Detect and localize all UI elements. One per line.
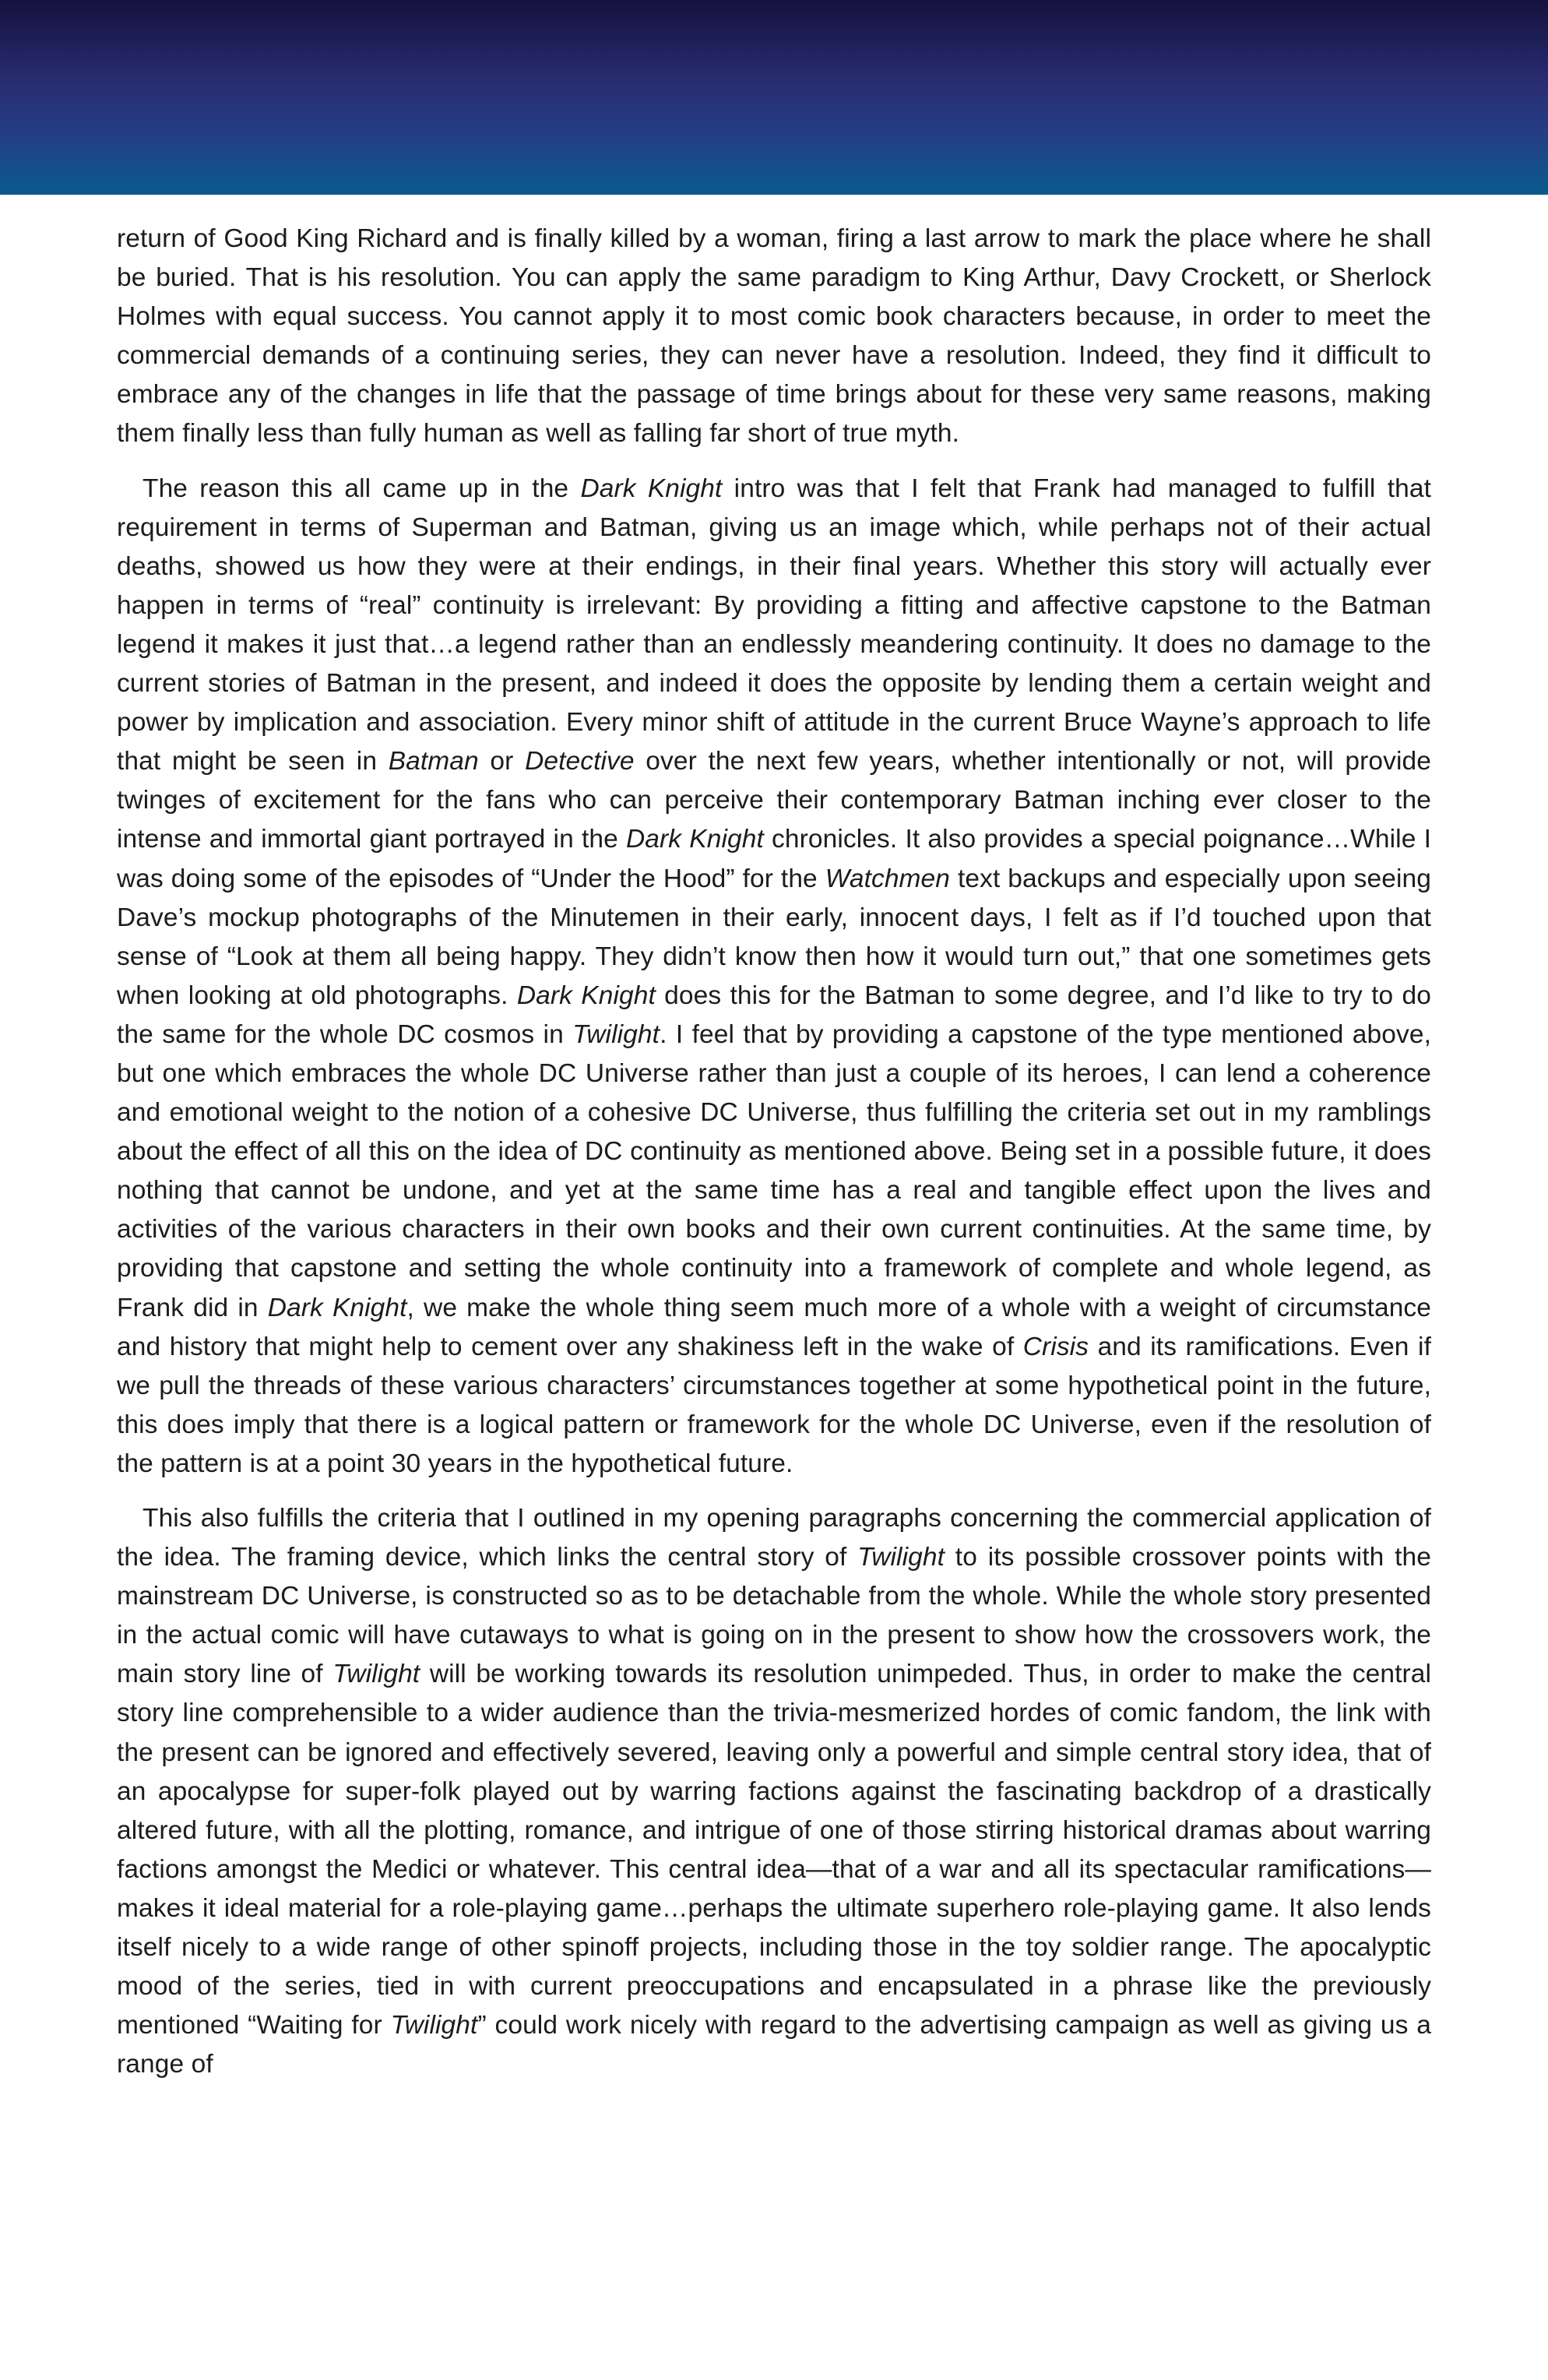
paragraph: [117, 220, 1431, 454]
italic-title: Batman: [388, 747, 479, 776]
italic-title: Dark Knight: [516, 981, 656, 1010]
text-run: or: [478, 747, 526, 776]
text-run: over the next few years, whether intentionally or not, will provide twinges of excitement for the fans who can perceive their contemporary Batman inching ever closer to the intense and immortal giant portrayed in the: [117, 747, 1431, 854]
header-band: [0, 0, 1548, 195]
italic-title: Crisis: [1022, 1332, 1089, 1361]
text-run: and its ramifications. Even if we pull the threads of these various characters’ circumstances together at some hypothetical point in the future, this does imply that there is a logical pattern or framework for the whole DC Universe, even if the resolution of the pattern is at a point 30 years in the hypothetical future.: [117, 1332, 1431, 1478]
text-run: . I feel that by providing a capstone of the type mentioned above, but one which embraces the whole DC Universe rather than just a couple of its heroes, I can lend a coherence and emotional weight to the notion of a cohesive DC Universe, thus fulfilling the criteria set out in my ramblings about the effect of all this on the idea of DC continuity as mentioned above. Being set in a possible future, it does nothing that cannot be undone, and yet at the same time has a real and tangible effect upon the lives and activities of the various characters in their own books and their own current continuities. At the same time, by providing that capstone and setting the whole continuity into a framework of complete and whole legend, as Frank did in: [117, 1019, 1431, 1322]
text-run: chronicles. It also provides a special poignance…While I was doing some of the episodes of “Under the Hood” for the: [117, 825, 1432, 893]
text-run: return of Good King Richard and is finally killed by a woman, firing a last arrow to mark the place where he shall be buried. That is his resolution. You can apply the same paradigm to King Arthur, Davy Crockett, or Sherlock Holmes with equal success. You cannot apply it to most comic book characters because, in order to meet the commercial demands of a continuing series, they can never have a resolution. Indeed, they find it difficult to embrace any of the changes in life that the passage of time brings about for these very same reasons, making them finally less than fully human as well as falling far short of true myth.: [117, 224, 1431, 449]
text-run: does this for the Batman to some degree, and I’d like to try to do the same for the whole DC cosmos in: [117, 981, 1431, 1049]
italic-title: Twilight: [572, 1019, 660, 1049]
text-run: ” could work nicely with regard to the advertising campaign as well as giving us a range of: [117, 2011, 1431, 2079]
italic-title: Watchmen: [825, 864, 951, 893]
text-run: intro was that I felt that Frank had managed to fulfill that requirement in terms of Superman and Batman, giving us an image which, while perhaps not of their actual deaths, showed us how they were at their endings, in their final years. Whether this story will actually ever happen in terms of “real” continuity is irrelevant: By providing a fitting and affective capstone to the Batman legend it makes it just that…a legend rather than an endlessly meandering continuity. It does no damage to the current stories of Batman in the present, and indeed it does the opposite by lending them a certain weight and power by implication and association. Every minor shift of attitude in the current Bruce Wayne’s approach to life that might be seen in: [117, 474, 1432, 776]
paragraph: [117, 470, 1431, 1484]
text-run: The reason this all came up in the: [142, 474, 581, 503]
italic-title: Twilight: [332, 1660, 420, 1689]
italic-title: Twilight: [857, 1543, 945, 1572]
text-run: text backups and especially upon seeing Dave’s mockup photographs of the Minutemen in their early, innocent days, I felt as if I’d touched upon that sense of “Look at them all being happy. They didn’t know then how it would turn out,” that one sometimes gets when looking at old photographs.: [117, 864, 1432, 1010]
text-run: will be working towards its resolution unimpeded. Thus, in order to make the central story line comprehensible to a wider audience than the trivia-mesmerized hordes of comic fandom, the link with the present can be ignored and effectively severed, leaving only a powerful and simple central story idea, that of an apocalypse for super-folk played out by warring factions against the fascinating backdrop of a drastically altered future, with all the plotting, romance, and intrigue of one of those stirring historical dramas about warring factions amongst the Medici or whatever. This central idea—that of a war and all its spectacular ramifications—makes it ideal material for a role-playing game…perhaps the ultimate superhero role-playing game. It also lends itself nicely to a wide range of other spinoff projects, including those in the toy soldier range. The apocalyptic mood of the series, tied in with current preoccupations and encapsulated in a phrase like the previously mentioned “Waiting for: [117, 1660, 1432, 2040]
paragraph: [117, 1499, 1431, 2084]
italic-title: Twilight: [390, 2011, 478, 2040]
text-run: This also fulfills the criteria that I outlined in my opening paragraphs concerning the commercial application of the idea. The framing device, which links the central story of: [117, 1504, 1431, 1572]
body-text: [117, 220, 1431, 2100]
italic-title: Dark Knight: [626, 825, 764, 854]
text-run: to its possible crossover points with the mainstream DC Universe, is constructed so as to be detachable from the whole. While the whole story presented in the actual comic will have cutaways to what is going on in the present to show how the crossovers work, the main story line of: [117, 1543, 1431, 1689]
italic-title: Detective: [525, 747, 635, 776]
italic-title: Dark Knight: [267, 1293, 407, 1322]
text-run: , we make the whole thing seem much more of a whole with a weight of circumstance and history that might help to cement over any shakiness left in the wake of: [117, 1293, 1432, 1361]
italic-title: Dark Knight: [580, 474, 723, 503]
